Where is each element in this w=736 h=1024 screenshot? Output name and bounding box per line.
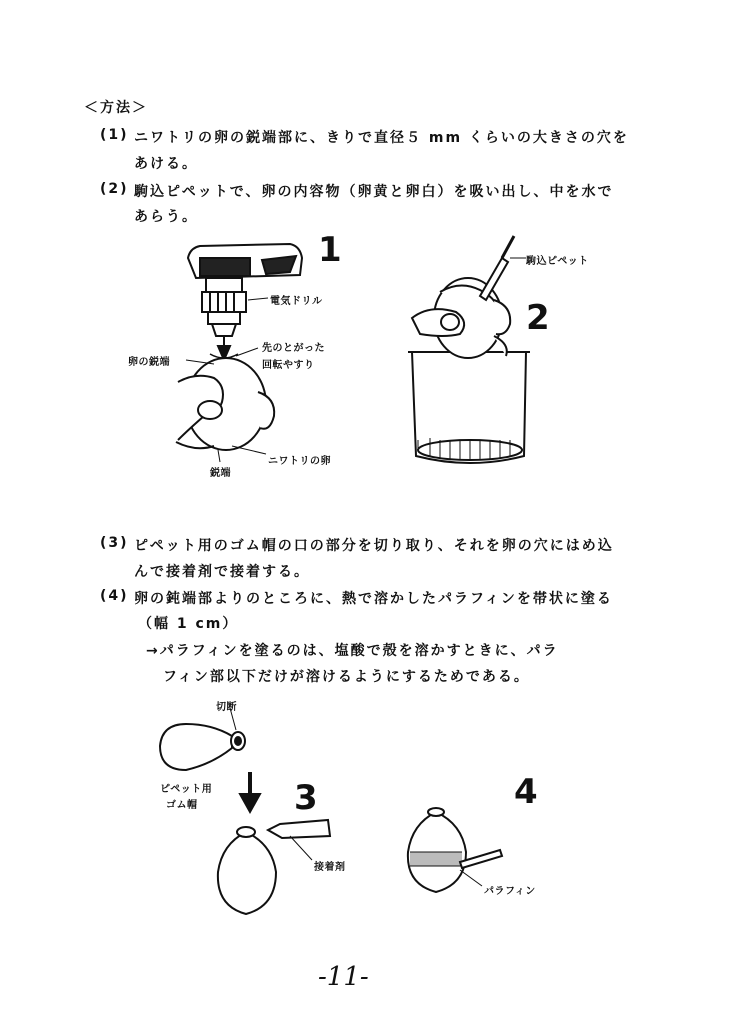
label-egg-sharp-end: 卵の鋭端 <box>128 357 170 368</box>
step-4-number: (4) <box>100 588 129 604</box>
label-adhesive: 接着剤 <box>314 862 346 873</box>
step-3-line1: ピペット用のゴム帽の口の部分を切り取り、それを卵の穴にはめ込 <box>134 538 614 554</box>
label-pointed-file-2: 回転やすり <box>262 360 315 371</box>
step-2-number: (2) <box>100 181 129 197</box>
label-paraffin: パラフィン <box>484 886 536 897</box>
label-rubber-cap: ゴム帽 <box>166 800 198 811</box>
step-1-line2: あける。 <box>134 156 198 172</box>
step-4-line2: （幅 1 cm） <box>138 616 239 632</box>
method-heading: ＜方法＞ <box>84 100 148 116</box>
step-3-line2: んで接着剤で接着する。 <box>134 564 310 580</box>
label-pointed-file-1: 先のとがった <box>262 343 325 354</box>
label-pipette-for: ピペット用 <box>160 784 213 795</box>
step-1-line1: ニワトリの卵の鋭端部に、きりで直径５ mm くらいの大きさの穴を <box>134 130 629 146</box>
step-4-line1: 卵の鈍端部よりのところに、熱で溶かしたパラフィンを帯状に塗る <box>134 591 613 607</box>
step-3-number: (3) <box>100 535 129 551</box>
note-line1: →パラフィンを塗るのは、塩酸で殻を溶かすときに、パラ <box>146 643 559 659</box>
note-line2: フィン部以下だけが溶けるようにするためである。 <box>163 669 530 685</box>
label-komagome-pipette: 駒込ピペット <box>526 256 589 267</box>
label-electric-drill: 電気ドリル <box>270 296 323 307</box>
figure-3-number: 3 <box>294 778 318 818</box>
step-2-line2: あらう。 <box>134 209 198 225</box>
figure-1-number: 1 <box>318 230 342 270</box>
figure-2-number: 2 <box>526 298 550 338</box>
page-number: -11- <box>318 962 369 992</box>
step-1-number: (1) <box>100 127 129 143</box>
figure-4-number: 4 <box>514 772 538 812</box>
step-2-line1: 駒込ピペットで、卵の内容物（卵黄と卵白）を吸い出し、中を水で <box>134 184 614 200</box>
label-cut: 切断 <box>216 702 237 713</box>
label-chicken-egg: ニワトリの卵 <box>268 456 331 467</box>
label-sharp-end: 鋭端 <box>210 468 231 479</box>
